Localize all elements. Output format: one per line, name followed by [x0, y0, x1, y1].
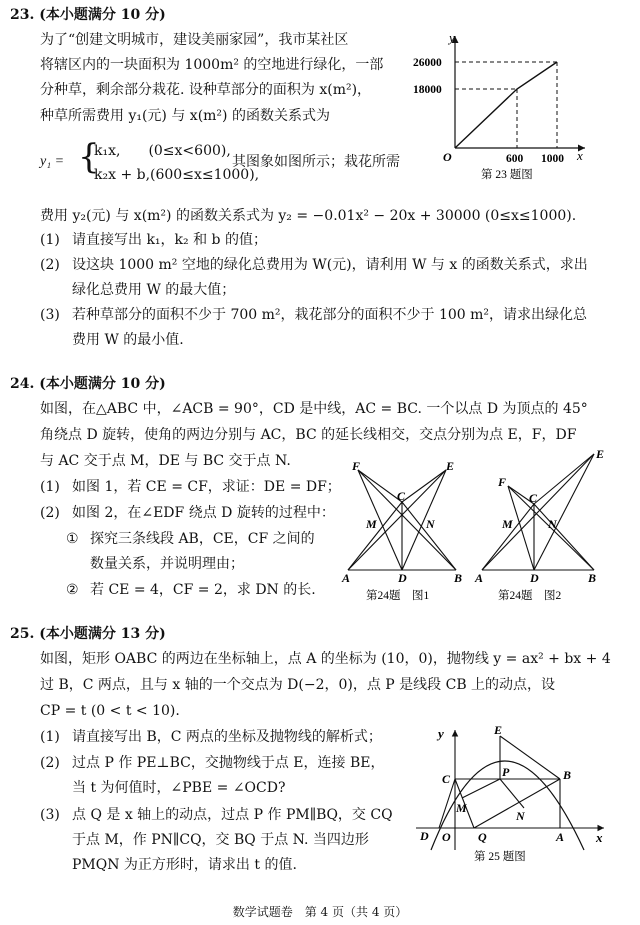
q24-fig1-label-E: E: [446, 459, 455, 473]
q25-label-x: x: [596, 830, 603, 845]
q24-heading: 24. (本小题满分 10 分): [10, 376, 166, 392]
q25-label-N: N: [516, 809, 525, 823]
q23-formula-case1: k₁x, (0≤x<600),: [94, 143, 231, 159]
q24-figure-1: [338, 456, 473, 606]
q24-sub1-text-2: 数量关系，并说明理由；: [90, 556, 244, 572]
q24-line-1: 如图，在△ABC 中，∠ACB = 90°，CD 是中线，AC = BC. 一个以点 D 为顶点的 45°: [40, 401, 588, 417]
q25-part2-text-1: 过点 P 作 PE⊥BC，交抛物线于点 E，连接 BE，: [72, 755, 385, 771]
q25-line-3: CP = t (0 < t < 10).: [40, 703, 180, 719]
q23-tick-26000: 26000: [413, 57, 442, 69]
q25-part3-text-3: PMQN 为正方形时，请求出 t 的值.: [72, 857, 297, 873]
q25-part2-num: (2): [40, 755, 60, 771]
q23-part1-text: 请直接写出 k₁，k₂ 和 b 的值；: [72, 232, 267, 248]
q24-fig2-label-F: F: [498, 475, 507, 489]
q24-fig2-label-M: M: [502, 517, 513, 531]
q24-fig2-label-A: A: [475, 571, 484, 585]
q25-part1-text: 请直接写出 B，C 两点的坐标及抛物线的解析式；: [72, 729, 382, 745]
q24-fig1-label-C: C: [397, 489, 406, 503]
q25-label-D: D: [420, 829, 429, 843]
q23-line-1: 为了“创建文明城市，建设美丽家园”，我市某社区: [40, 32, 349, 48]
q23-part2-text-1: 设这块 1000 m² 空地的绿化总费用为 W(元)，请利用 W 与 x 的函数关系式，求出: [72, 257, 588, 273]
q24-sub1-num: ①: [66, 531, 79, 547]
q24-sub2-text: 若 CE = 4，CF = 2，求 DN 的长.: [90, 582, 316, 598]
q25-figure: [412, 722, 612, 867]
q23-line-4: 种草所需费用 y₁(元) 与 x(m²) 的函数关系式为: [40, 108, 330, 124]
q24-fig2-label-E: E: [596, 447, 605, 461]
q23-formula-case2: k₂x + b,(600≤x≤1000),: [94, 167, 260, 183]
q25-part3-num: (3): [40, 807, 60, 823]
q25-part1-num: (1): [40, 729, 60, 745]
q25-label-M: M: [456, 801, 467, 815]
q25-label-B: B: [563, 768, 572, 782]
q25-label-A: A: [556, 830, 565, 844]
q25-heading: 25. (本小题满分 13 分): [10, 626, 166, 642]
q24-fig1-caption: 第24题 图1: [366, 590, 430, 602]
q25-line-1: 如图，矩形 OABC 的两边在坐标轴上，点 A 的坐标为 (10，0)，抛物线 y = ax² + bx + 4: [40, 651, 611, 667]
q25-label-E: E: [494, 723, 503, 737]
q25-label-O: O: [442, 830, 451, 844]
q23-cost2-line: 费用 y₂(元) 与 x(m²) 的函数关系式为 y₂ = −0.01x² − 20x + 30000 (0≤x≤1000).: [40, 208, 577, 224]
q24-part2-text: 如图 2，在∠EDF 绕点 D 旋转的过程中：: [72, 505, 335, 521]
q23-heading: 23. (本小题满分 10 分): [10, 7, 166, 23]
q23-tick-600: 600: [506, 153, 524, 165]
q23-part2-num: (2): [40, 257, 60, 273]
q24-figure-2: [470, 446, 610, 606]
q25-label-y: y: [438, 726, 444, 741]
q24-fig1-label-D: D: [398, 571, 407, 585]
q24-fig1-label-N: N: [426, 517, 435, 531]
q25-line-2: 过 B，C 两点，且与 x 轴的一个交点为 D(−2，0)，点 P 是线段 CB 上的动点，设: [40, 677, 556, 693]
q25-label-P: P: [502, 765, 510, 779]
q24-fig1-label-B: B: [454, 571, 463, 585]
q23-line-3: 分种草，剩余部分栽花. 设种草部分的面积为 x(m²)，: [40, 82, 372, 98]
q23-tick-1000: 1000: [541, 153, 564, 165]
q24-fig1-label-M: M: [366, 517, 377, 531]
q24-fig2-label-C: C: [529, 491, 538, 505]
page-footer: 数学试题卷 第 4 页（共 4 页）: [232, 905, 408, 919]
q23-tick-18000: 18000: [413, 84, 442, 96]
q25-part3-text-2: 于点 M，作 PN∥CQ，交 BQ 于点 N. 当四边形: [72, 832, 369, 848]
q23-graph-line: [455, 62, 557, 148]
q23-formula-brace: {: [78, 137, 100, 177]
q24-part1-num: (1): [40, 479, 60, 495]
q23-caption: 第 23 题图: [481, 169, 533, 181]
q23-part3-num: (3): [40, 307, 60, 323]
q23-after-formula: 其图象如图所示；栽花所需: [232, 154, 400, 170]
q23-part2-text-2: 绿化总费用 W 的最大值；: [72, 282, 236, 298]
q23-x-label: x: [577, 148, 583, 163]
q25-label-C: C: [442, 772, 451, 786]
q23-part3-text-2: 费用 W 的最小值.: [72, 332, 184, 348]
q25-part3-text-1: 点 Q 是 x 轴上的动点，过点 P 作 PM∥BQ，交 CQ: [72, 807, 393, 823]
q23-graph: [405, 28, 600, 188]
q24-fig2-label-N: N: [548, 517, 557, 531]
q24-fig2-caption: 第24题 图2: [498, 590, 562, 602]
q24-part2-num: (2): [40, 505, 60, 521]
q24-part1-text: 如图 1，若 CE = CF，求证：DE = DF；: [72, 479, 341, 495]
q24-sub1-text-1: 探究三条线段 AB，CE，CF 之间的: [90, 531, 315, 547]
q24-fig2-label-B: B: [588, 571, 597, 585]
q25-label-Q: Q: [478, 830, 487, 844]
q25-part2-text-2: 当 t 为何值时，∠PBE = ∠OCD?: [72, 780, 286, 796]
q24-sub2-num: ②: [66, 582, 79, 598]
q23-origin-label: O: [443, 150, 452, 164]
q24-fig1-label-A: A: [342, 571, 351, 585]
q23-y-label: y: [449, 30, 455, 45]
q24-fig1-label-F: F: [352, 459, 361, 473]
q24-line-2: 角绕点 D 旋转，使角的两边分别与 AC，BC 的延长线相交，交点分别为点 E，F，DF: [40, 427, 577, 443]
q23-part1-num: (1): [40, 232, 60, 248]
q23-part3-text-1: 若种草部分的面积不少于 700 m²，栽花部分的面积不少于 100 m²，请求出绿化总: [72, 307, 588, 323]
q23-formula-lhs: y₁ =: [40, 154, 65, 169]
q25-caption: 第 25 题图: [474, 851, 526, 863]
q24-fig2-label-D: D: [530, 571, 539, 585]
q24-line-3: 与 AC 交于点 M，DE 与 BC 交于点 N.: [40, 453, 291, 469]
q23-line-2: 将辖区内的一块面积为 1000m² 的空地进行绿化，一部: [40, 57, 384, 73]
